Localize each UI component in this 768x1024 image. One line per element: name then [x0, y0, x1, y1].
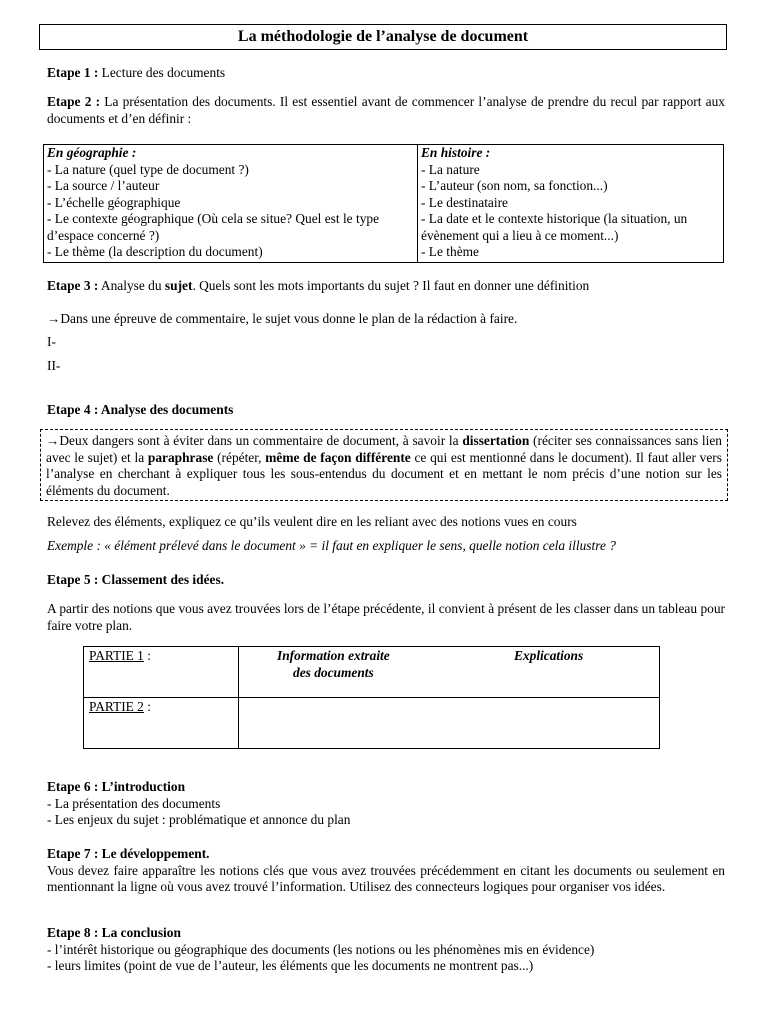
etape-7	[47, 846, 725, 896]
hist-item: - La date et le contexte historique (la situation, un évènement qui a lieu à ce moment...)	[421, 211, 688, 243]
etape-8-label: Etape 8 : La conclusion	[47, 925, 181, 940]
etape-4-label: Etape 4 : Analyse des documents	[47, 402, 234, 417]
etape-1	[47, 65, 225, 82]
etape-2	[47, 94, 725, 127]
etape-6	[47, 779, 350, 829]
etape-6-item: - La présentation des documents	[47, 795, 221, 811]
meme-phrase: même de façon différente	[265, 449, 411, 465]
relevez-text: Relevez des éléments, expliquez ce qu’ils veulent dire en les reliant avec des notions vues en cours	[47, 514, 577, 529]
history-cell	[418, 145, 724, 263]
etape-3-text-b: . Quels sont les mots importants du sujet ? Il faut en donner une définition	[192, 278, 590, 293]
etape-2-text: La présentation des documents. Il est essentiel avant de commencer l’analyse de prendre du recul par rapport aux documents et d’en définir :	[47, 94, 726, 126]
partie-2-cell	[84, 698, 239, 749]
geography-cell	[44, 145, 418, 263]
plan-note-text: Dans une épreuve de commentaire, le sujet vous donne le plan de la rédaction à faire.	[60, 311, 518, 326]
explications-header: Explications	[514, 648, 584, 663]
colon: :	[143, 699, 151, 714]
dangers-text-a: Deux dangers sont à éviter dans un commentaire de document, à savoir la	[59, 433, 463, 448]
presentation-table	[43, 144, 724, 263]
sujet-word: sujet	[164, 278, 193, 293]
geo-item: - Le thème (la description du document)	[47, 244, 263, 259]
plan-table	[83, 646, 660, 749]
etape-2-label: Etape 2 :	[47, 94, 101, 109]
plan-ii: II-	[47, 358, 61, 373]
dangers-text-d: ce qui est mentionné dans le document). Il faut aller vers l’analyse en cherchant à expliquer tous les sous-entendus du document et en mettant le nom précis d’une notion sur les éléments du document.	[46, 449, 722, 498]
plan-note	[47, 311, 517, 328]
header-cell	[239, 647, 660, 698]
etape-5	[47, 572, 224, 589]
etape-7-text: Vous devez faire apparaître les notions clés que vous avez trouvées précédemment en citant les documents ou seulement en mentionnant la ligne où vous avez trouvé l’information. Utilisez des connecteurs logiques pour organiser vos idées.	[47, 862, 725, 894]
exemple-italic: Exemple : « élément prélevé dans le document » = il faut en expliquer le sens, quelle notion cela illustre ?	[47, 538, 616, 553]
partie-1-cell	[84, 647, 239, 698]
partie-1-label: PARTIE 1	[89, 648, 144, 663]
hist-item: - Le destinataire	[421, 194, 508, 210]
geo-item: - L’échelle géographique	[47, 194, 181, 210]
dangers-text-b: (réciter ses connaissances sans lien avec le sujet) et la	[46, 433, 722, 465]
etape-3-text-a: Analyse du	[98, 278, 165, 293]
etape-6-label: Etape 6 : L’introduction	[47, 779, 186, 794]
colon: :	[143, 648, 151, 663]
hist-item: - La nature	[421, 161, 480, 177]
etape-1-label: Etape 1 :	[47, 65, 99, 80]
etape-8-item: - l’intérêt historique ou géographique des documents (les notions ou les phénomènes mis en évidence)	[47, 941, 595, 957]
info-header	[277, 648, 390, 681]
etape-8	[47, 925, 737, 975]
exemple-text	[47, 538, 616, 555]
plan-i: I-	[47, 334, 56, 349]
etape-3-label: Etape 3 :	[47, 278, 99, 293]
etape-5-label: Etape 5 : Classement des idées.	[47, 572, 225, 587]
etape-8-item: - leurs limites (point de vue de l’auteur, les éléments que les documents ne montrent pas...)	[47, 958, 534, 973]
geo-item: - Le contexte géographique (Où cela se situe? Quel est le type d’espace concerné ?)	[47, 211, 380, 243]
history-header: En histoire :	[421, 145, 491, 160]
etape-3	[47, 278, 589, 295]
etape-5-text: A partir des notions que vous avez trouvées lors de l’étape précédente, il convient à présent de les classer dans un tableau pour faire votre plan.	[47, 601, 725, 633]
geo-item: - La source / l’auteur	[47, 178, 160, 193]
partie-2-content	[239, 698, 660, 749]
hist-item: - Le thème	[421, 244, 479, 259]
etape-1-text: Lecture des documents	[98, 65, 226, 80]
etape-7-label: Etape 7 : Le développement.	[47, 846, 210, 861]
etape-4	[47, 402, 233, 419]
info-header-line-1: Information extraite	[277, 648, 390, 663]
dissertation-word: dissertation	[462, 433, 530, 448]
paraphrase-word: paraphrase	[147, 449, 214, 465]
dangers-text-c: (répéter,	[213, 449, 266, 465]
arrow-icon: →	[46, 433, 60, 448]
arrow-icon: →	[47, 311, 61, 326]
dangers-box	[40, 429, 728, 501]
info-header-line-2: des documents	[293, 664, 374, 680]
page-title: La méthodologie de l’analyse de document	[39, 24, 727, 50]
geo-item: - La nature (quel type de document ?)	[47, 161, 249, 177]
geography-header: En géographie :	[47, 145, 137, 160]
hist-item: - L’auteur (son nom, sa fonction...)	[421, 178, 608, 193]
etape-6-item: - Les enjeux du sujet : problématique et annonce du plan	[47, 812, 351, 827]
partie-2-label: PARTIE 2	[89, 699, 144, 714]
